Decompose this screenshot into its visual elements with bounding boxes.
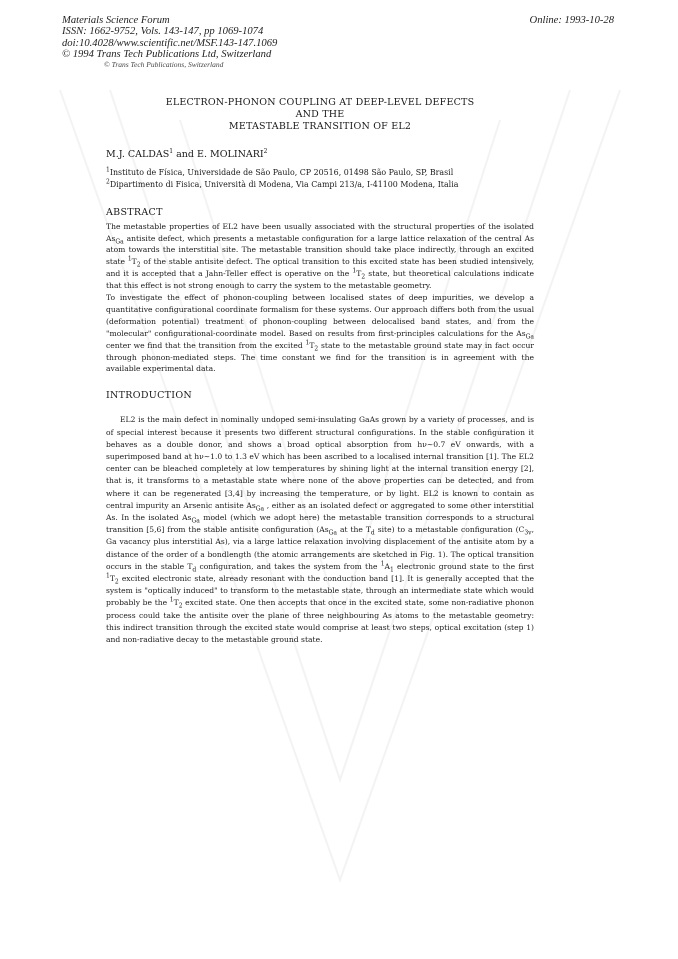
issn-line: ISSN: 1662-9752, Vols. 143-147, pp 1069-1074 [62, 26, 264, 38]
journal-name: Materials Science Forum [62, 15, 170, 26]
introduction-heading: INTRODUCTION [106, 390, 193, 402]
title-line-1: ELECTRON-PHONON COUPLING AT DEEP-LEVEL DEFECTS [165, 97, 475, 108]
abstract-paragraph: The metastable properties of EL2 have been usually associated with the structural properties of the isolated $As_{Ga}$ antisite defect, which presents a metastable configuration for a large lattice relaxation of the central As atom towards the interstitial site. The metastable transition should take place indirectly, through an excited state $^1T_2$ of the stable antisite defect. The optical transition to this excited state has been studied intensively, and it is accepted that a Jahn-Teller effect is operative on the $^1T_2$ state, but theoretical calculations indicate that this effect is not strong enough to carry the system to the metastable geometry. [106, 221, 535, 291]
introduction-text: EL2 is the main defect in nominally undoped semi-insulating GaAs grown by a variety of processes, and is of special interest because it presents two different structural configurations. In the stable configuration it behaves as a double donor, and shows a broad optical absorption from hν∼0.7 eV onwards, with a superimposed band at hν∼1.0 to 1.3 eV which has been ascribed to a localised internal transition [1]. The EL2 center can be bleached completely at low temperatures by shining light at the internal transition energy [2], that is, it transforms to a metastable state where none of the above properties can be detected, and from where it can be regenerated [3,4] by increasing the temperature, or by light. EL2 is known to contain as central impurity an Arsenic antisite $As_{Ga}$ , either as an isolated defect or aggregated to some other interstitial As. In the isolated $As_{Ga}$ model (which we adopt here) the metastable transition corresponds to a structural transition [5,6] from the stable antisite configuration ($As_{Ga}$ at the $T_d$ site) to a metastable configuration ($C_{3v}$, Ga vacancy plus interstitial As), via a large lattice relaxation involving displacement of the antisite atom by a distance of the order of a bondlength (the atomic arrangements are sketched in Fig. 1). The optical transition occurs in the stable $T_d$ configuration, and takes the system from the $^1A_1$ electronic ground state to the first $^1T_2$ excited electronic state, already resonant with the conduction band [1]. It is generally accepted that the system is "optically induced" to transform to the metastable state, through an intermediate state which would probably be the $^1T_2$ excited state. One then accepts that once in the excited state, some non-radiative phonon process could take the antisite over the plane of three neighbouring As atoms to the metastable geometry: this indirect transition through the excited state would comprise at least two steps, optical excitation (step 1) and non-radiative decay to the metastable ground state. [106, 415, 534, 645]
copyright-line: © 1994 Trans Tech Publications Ltd, Switzerland [62, 49, 272, 61]
abstract-paragraph: To investigate the effect of phonon-coupling between localised states of deep impurities, we develop a quantitative configurational coordinate formalism for these systems. Our approach differs both from the usual (deformation potential) treatment of phonon-coupling between delocalised band states, and from the "molecular" configurational-coordinate model. Based on results from first-principles calculations for the $As_{Ga}$ center we find that the transition from the excited $^1T_2$ state to the metastable ground state may in fact occur through phonon-mediated steps. The time constant we find for the transition is in agreement with the available experimental data. [106, 293, 534, 374]
affiliation-2: $^2$Dipartimento di Fisica, Università di Modena, Via Campi 213/a, I-41100 Modena, Italia [106, 177, 459, 189]
affiliations [106, 167, 534, 191]
abstract-heading: ABSTRACT [106, 206, 163, 218]
paper-title [106, 97, 534, 134]
author-conjunction: and [173, 148, 198, 160]
title-line-3: METASTABLE TRANSITION OF EL2 [228, 121, 412, 133]
affiliation-1: $^1$Instituto de Física, Universidade de São Paulo, CP 20516, 01498 São Paulo, SP, Brasil [106, 165, 454, 177]
author-list [106, 149, 534, 161]
publisher-stub: © Trans Tech Publications, Switzerland [104, 60, 224, 69]
author-mark: 1 [169, 147, 174, 155]
author-mark: 2 [263, 147, 268, 155]
doi-link[interactable]: doi:10.4028/www.scientific.net/MSF.143-147.1069 [62, 37, 278, 49]
author-molinari: E. MOLINARI [197, 148, 264, 160]
abstract-text [106, 221, 534, 376]
online-date: Online: 1993-10-28 [529, 15, 614, 26]
title-line-2: AND THE [295, 109, 345, 121]
journal-header [62, 15, 362, 61]
author-caldas: M.J. CALDAS [106, 148, 170, 160]
paper-body [106, 97, 534, 646]
